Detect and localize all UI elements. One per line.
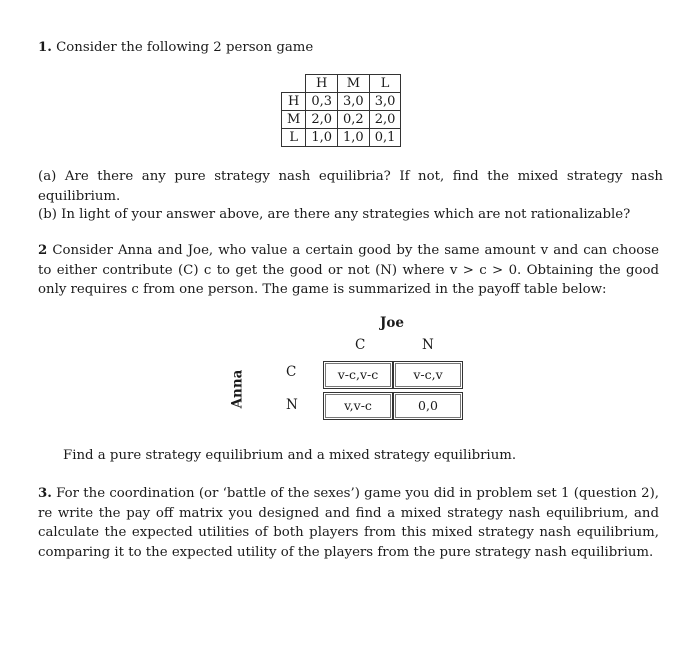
col-strategy-n: N — [422, 337, 434, 353]
row-player-label: Anna — [229, 369, 246, 409]
table-row — [282, 111, 401, 129]
table-row — [282, 129, 401, 147]
col-header-l: L — [369, 75, 401, 93]
q1-intro — [38, 38, 658, 58]
col-header-m: M — [338, 75, 370, 93]
table-cell: 2,0 — [306, 111, 338, 129]
q3-body: For the coordination (or ‘battle of the sexes’) game you did in problem set 1 (question 2), re write the pay off matrix you designed and find a mixed strategy nash equilibrium, and calculate the expected utilities of both players from this mixed strategy nash equilibrium, comparing it to the expected utility of the players from the pure strategy nash equilibrium. — [38, 486, 659, 560]
col-header-h: H — [306, 75, 338, 93]
payoff-cell-cc: v-c,v-c — [323, 361, 393, 389]
payoff-cell-nn: 0,0 — [393, 392, 463, 420]
q1-intro-text: Consider the following 2 person game — [56, 40, 314, 55]
table-cell: 0,1 — [369, 129, 401, 147]
table-cell: 0,2 — [338, 111, 370, 129]
table-cell: 1,0 — [306, 129, 338, 147]
table-cell: 3,0 — [338, 93, 370, 111]
q3-number: 3. — [38, 486, 52, 501]
q1-game-table — [281, 74, 401, 147]
q2-instruction: Find a pure strategy equilibrium and a mixed strategy equilibrium. — [63, 448, 517, 463]
payoff-cell-cn: v-c,v — [393, 361, 463, 389]
col-strategy-c: C — [355, 337, 366, 353]
col-player-label: Joe — [380, 315, 404, 331]
row-header-h: H — [282, 93, 306, 111]
payoff-cell-nc: v,v-c — [323, 392, 393, 420]
row-header-m: M — [282, 111, 306, 129]
q2-number: 2 — [38, 243, 48, 258]
row-header-l: L — [282, 129, 306, 147]
table-cell: 2,0 — [369, 111, 401, 129]
table-cell: 0,3 — [306, 93, 338, 111]
table-row — [282, 93, 401, 111]
table-cell: 1,0 — [338, 129, 370, 147]
q1-number: 1. — [38, 40, 52, 55]
q2-body: Consider Anna and Joe, who value a certain good by the same amount v and can choose to either contribute (C) c to get the good or not (N) where v > c > 0. Obtaining the good only requires c from one person. The game is summarized in the payoff table below: — [38, 243, 659, 297]
row-strategy-c: C — [286, 364, 297, 380]
row-strategy-n: N — [286, 397, 298, 413]
q1-part-a: (a) Are there any pure strategy nash equilibria? If not, find the mixed strategy nash equilibrium. — [38, 169, 663, 204]
table-corner — [282, 75, 306, 93]
q1-part-b: (b) In light of your answer above, are there any strategies which are not rationalizable? — [38, 207, 631, 222]
q2-text — [38, 241, 659, 300]
table-cell: 3,0 — [369, 93, 401, 111]
q3-text — [38, 484, 659, 562]
